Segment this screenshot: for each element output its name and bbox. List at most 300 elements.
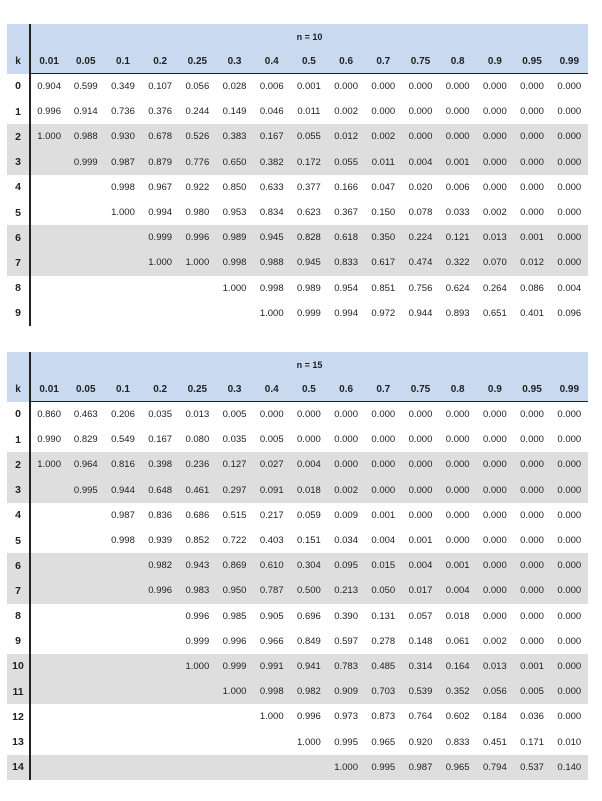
probability-cell	[30, 528, 67, 553]
probability-cell: 0.999	[142, 225, 179, 250]
title-corner-cell	[7, 24, 30, 49]
table-row	[7, 503, 588, 528]
probability-cell: 0.000	[439, 124, 476, 149]
probability-cell: 0.944	[408, 307, 433, 319]
p-column-header: 0.7	[365, 49, 402, 74]
k-value-cell: 1	[7, 99, 30, 124]
probability-cell: 0.617	[365, 250, 402, 275]
probability-cell: 0.939	[148, 535, 173, 547]
probability-cell: 0.967	[148, 181, 173, 193]
probability-cell: 0.953	[222, 207, 247, 219]
probability-cell: 0.000	[259, 409, 284, 421]
probability-cell: 0.004	[402, 553, 439, 578]
probability-cell: 0.000	[557, 610, 582, 622]
probability-cell: 0.322	[439, 250, 476, 275]
probability-cell: 0.000	[445, 535, 470, 547]
probability-cell	[142, 301, 179, 326]
probability-cell: 0.035	[222, 434, 247, 446]
probability-cell: 0.722	[222, 535, 247, 547]
probability-cell: 0.995	[67, 478, 104, 503]
k-value-cell: 8	[7, 604, 30, 629]
probability-cell	[30, 276, 67, 301]
k-value-cell: 12	[7, 704, 30, 729]
probability-cell	[67, 528, 104, 553]
probability-cell: 0.999	[67, 150, 104, 175]
probability-cell: 0.000	[402, 452, 439, 477]
probability-cell: 0.004	[557, 282, 582, 294]
probability-cell: 0.131	[371, 610, 396, 622]
probability-cell: 0.057	[408, 610, 433, 622]
p-column-header: 0.2	[142, 377, 179, 402]
probability-cell	[253, 729, 290, 754]
table-row	[7, 654, 588, 679]
probability-cell: 0.236	[179, 452, 216, 477]
probability-cell: 1.000	[259, 307, 284, 319]
probability-cell: 0.000	[365, 478, 402, 503]
probability-cell	[30, 503, 67, 528]
probability-cell: 0.000	[513, 478, 550, 503]
probability-cell: 0.149	[222, 106, 247, 118]
p-column-header: 0.8	[439, 377, 476, 402]
probability-cell: 0.278	[371, 635, 396, 647]
probability-cell: 0.398	[142, 452, 179, 477]
probability-cell: 0.987	[402, 755, 439, 780]
probability-cell: 0.000	[408, 81, 433, 93]
probability-cell: 0.050	[365, 578, 402, 603]
probability-cell: 0.148	[408, 635, 433, 647]
probability-cell: 0.000	[551, 478, 588, 503]
probability-cell	[30, 553, 67, 578]
probability-cell: 0.764	[408, 711, 433, 723]
probability-cell: 0.549	[111, 434, 135, 446]
table-body	[7, 74, 588, 326]
probability-cell	[216, 729, 253, 754]
probability-cell: 0.000	[334, 434, 358, 446]
table-row	[7, 578, 588, 603]
k-value-cell: 0	[7, 74, 30, 100]
probability-cell	[179, 679, 216, 704]
probability-cell: 0.980	[185, 207, 210, 219]
probability-cell: 0.987	[111, 509, 135, 521]
probability-cell	[67, 225, 104, 250]
probability-cell	[142, 704, 179, 729]
probability-cell	[30, 250, 67, 275]
probability-cell	[104, 704, 141, 729]
probability-cell: 0.000	[445, 434, 470, 446]
probability-cell: 0.539	[402, 679, 439, 704]
probability-cell: 0.304	[290, 553, 327, 578]
probability-cell: 0.985	[222, 610, 247, 622]
probability-cell: 0.121	[439, 225, 476, 250]
probability-cell: 0.167	[253, 124, 290, 149]
probability-cell: 0.297	[216, 478, 253, 503]
probability-cell: 0.000	[557, 635, 582, 647]
probability-cell: 0.996	[142, 578, 179, 603]
probability-cell: 1.000	[30, 124, 67, 149]
probability-cell: 0.377	[297, 181, 321, 193]
probability-cell: 0.002	[365, 124, 402, 149]
probability-cell: 0.849	[297, 635, 321, 647]
probability-cell	[142, 276, 179, 301]
probability-cell: 0.000	[328, 452, 365, 477]
probability-cell: 0.816	[104, 452, 141, 477]
p-column-header: 0.99	[551, 49, 588, 74]
probability-cell: 0.996	[185, 610, 210, 622]
probability-cell: 0.000	[520, 181, 544, 193]
probability-cell: 0.989	[297, 282, 321, 294]
probability-cell: 0.998	[216, 250, 253, 275]
probability-cell: 0.945	[290, 250, 327, 275]
probability-cell: 0.998	[111, 535, 135, 547]
table-row	[7, 276, 588, 301]
probability-cell: 0.150	[371, 207, 396, 219]
header-row	[7, 49, 588, 74]
probability-cell	[67, 250, 104, 275]
probability-cell	[67, 755, 104, 780]
table-row	[7, 250, 588, 275]
table-row	[7, 402, 588, 428]
probability-cell: 0.599	[73, 81, 98, 93]
table-row	[7, 704, 588, 729]
probability-cell: 0.010	[557, 736, 582, 748]
k-value-cell: 3	[7, 150, 30, 175]
probability-cell: 0.001	[513, 654, 550, 679]
k-value-cell: 9	[7, 301, 30, 326]
probability-cell: 0.224	[402, 225, 439, 250]
probability-cell: 0.515	[222, 509, 247, 521]
probability-cell: 0.001	[513, 225, 550, 250]
probability-cell	[67, 654, 104, 679]
probability-cell: 0.624	[445, 282, 470, 294]
probability-cell: 0.367	[334, 207, 358, 219]
p-column-header: 0.25	[179, 49, 216, 74]
probability-cell: 0.206	[111, 409, 135, 421]
probability-cell: 0.000	[513, 452, 550, 477]
probability-cell	[104, 301, 141, 326]
p-column-header: 0.05	[67, 377, 104, 402]
table-row	[7, 74, 588, 100]
probability-cell: 0.651	[482, 307, 507, 319]
probability-cell: 0.000	[551, 679, 588, 704]
probability-cell: 0.001	[439, 150, 476, 175]
probability-cell: 0.000	[513, 553, 550, 578]
probability-cell: 0.000	[334, 409, 358, 421]
probability-cell: 0.004	[290, 452, 327, 477]
probability-cell: 0.002	[482, 207, 507, 219]
probability-cell	[30, 150, 67, 175]
p-column-header: 0.8	[439, 49, 476, 74]
probability-cell: 0.000	[551, 225, 588, 250]
probability-cell	[104, 654, 141, 679]
probability-cell: 0.005	[513, 679, 550, 704]
p-column-header: 0.01	[30, 49, 67, 74]
p-column-header: 0.75	[402, 49, 439, 74]
probability-cell: 1.000	[222, 282, 247, 294]
probability-cell: 0.000	[445, 81, 470, 93]
probability-cell: 0.998	[111, 181, 135, 193]
probability-cell: 0.686	[185, 509, 210, 521]
probability-cell: 0.000	[520, 106, 544, 118]
probability-cell: 0.127	[216, 452, 253, 477]
probability-cell: 0.013	[185, 409, 210, 421]
probability-cell	[30, 578, 67, 603]
probability-cell	[30, 478, 67, 503]
probability-cell	[179, 301, 216, 326]
probability-cell: 0.920	[408, 736, 433, 748]
table-row	[7, 427, 588, 452]
table-row	[7, 629, 588, 654]
probability-cell	[30, 604, 67, 629]
probability-cell: 0.000	[520, 409, 544, 421]
probability-cell: 0.994	[148, 207, 173, 219]
probability-cell: 0.000	[557, 207, 582, 219]
p-column-header: 0.7	[365, 377, 402, 402]
probability-cell: 0.922	[185, 181, 210, 193]
probability-cell: 0.999	[216, 654, 253, 679]
probability-cell: 0.000	[520, 81, 544, 93]
probability-cell: 0.166	[334, 181, 358, 193]
binomial-table-n10	[7, 24, 588, 326]
probability-cell: 0.995	[334, 736, 358, 748]
probability-cell	[104, 679, 141, 704]
probability-cell: 0.001	[297, 81, 321, 93]
probability-cell: 0.991	[253, 654, 290, 679]
probability-cell	[67, 503, 104, 528]
probability-cell	[30, 679, 67, 704]
probability-cell: 0.000	[551, 150, 588, 175]
probability-cell: 0.000	[557, 434, 582, 446]
probability-cell: 0.018	[445, 610, 470, 622]
probability-cell: 0.000	[557, 509, 582, 521]
probability-cell: 0.648	[142, 478, 179, 503]
probability-cell: 0.904	[37, 81, 61, 93]
table-row	[7, 755, 588, 780]
probability-cell: 0.383	[216, 124, 253, 149]
probability-cell	[67, 175, 104, 200]
probability-cell: 0.463	[73, 409, 98, 421]
binomial-table-n15	[7, 352, 588, 780]
probability-cell: 0.005	[222, 409, 247, 421]
probability-cell	[253, 755, 290, 780]
probability-cell	[30, 755, 67, 780]
table-row	[7, 478, 588, 503]
probability-cell: 0.999	[297, 307, 321, 319]
probability-cell: 0.047	[371, 181, 396, 193]
probability-cell: 0.000	[297, 409, 321, 421]
probability-cell: 0.000	[408, 106, 433, 118]
p-column-header: 0.25	[179, 377, 216, 402]
probability-cell	[67, 629, 104, 654]
probability-cell: 0.828	[290, 225, 327, 250]
probability-cell: 0.000	[371, 434, 396, 446]
probability-cell: 0.943	[179, 553, 216, 578]
probability-cell: 0.696	[297, 610, 321, 622]
probability-cell: 0.000	[551, 250, 588, 275]
probability-cell	[30, 225, 67, 250]
probability-cell: 0.000	[482, 535, 507, 547]
probability-cell	[104, 276, 141, 301]
probability-cell: 0.850	[222, 181, 247, 193]
probability-cell: 0.965	[439, 755, 476, 780]
probability-cell: 0.000	[371, 409, 396, 421]
probability-cell: 0.350	[365, 225, 402, 250]
probability-cell: 0.451	[482, 736, 507, 748]
title-row	[7, 352, 588, 377]
probability-cell: 0.009	[334, 509, 358, 521]
probability-cell	[104, 578, 141, 603]
k-value-cell: 14	[7, 755, 30, 780]
probability-cell	[67, 301, 104, 326]
probability-cell	[30, 301, 67, 326]
probability-cell: 0.096	[557, 307, 582, 319]
probability-cell: 0.989	[216, 225, 253, 250]
probability-cell: 0.998	[259, 282, 284, 294]
probability-cell: 0.965	[371, 736, 396, 748]
probability-cell: 0.164	[439, 654, 476, 679]
probability-cell: 0.972	[371, 307, 396, 319]
probability-cell: 0.352	[439, 679, 476, 704]
p-column-header: 0.3	[216, 49, 253, 74]
probability-cell: 0.000	[408, 409, 433, 421]
probability-cell	[142, 755, 179, 780]
probability-cell: 0.000	[402, 478, 439, 503]
probability-cell: 1.000	[179, 654, 216, 679]
probability-cell: 0.006	[445, 181, 470, 193]
header-row	[7, 377, 588, 402]
probability-cell: 0.020	[408, 181, 433, 193]
probability-cell: 0.001	[439, 553, 476, 578]
probability-cell	[30, 704, 67, 729]
k-column-header: k	[7, 377, 30, 402]
probability-cell: 0.401	[520, 307, 544, 319]
probability-cell: 0.011	[365, 150, 402, 175]
probability-cell	[104, 225, 141, 250]
probability-cell: 0.000	[334, 81, 358, 93]
probability-cell	[30, 654, 67, 679]
probability-cell: 0.756	[408, 282, 433, 294]
probability-cell: 0.059	[297, 509, 321, 521]
table-n10-grid	[7, 24, 588, 326]
probability-cell: 0.000	[371, 106, 396, 118]
probability-cell: 0.485	[365, 654, 402, 679]
probability-cell: 0.005	[259, 434, 284, 446]
probability-cell: 0.171	[520, 736, 544, 748]
k-value-cell: 11	[7, 679, 30, 704]
probability-cell	[216, 704, 253, 729]
p-column-header: 0.99	[551, 377, 588, 402]
probability-cell: 0.000	[513, 578, 550, 603]
probability-cell: 0.264	[482, 282, 507, 294]
probability-cell: 0.001	[371, 509, 396, 521]
probability-cell: 0.988	[253, 250, 290, 275]
probability-cell: 0.000	[551, 553, 588, 578]
table-row	[7, 528, 588, 553]
probability-cell: 0.500	[290, 578, 327, 603]
probability-cell: 0.966	[259, 635, 284, 647]
probability-cell	[104, 755, 141, 780]
probability-cell: 0.000	[513, 124, 550, 149]
k-value-cell: 4	[7, 503, 30, 528]
probability-cell: 0.012	[513, 250, 550, 275]
p-column-header: 0.1	[104, 377, 141, 402]
probability-cell: 0.994	[334, 307, 358, 319]
probability-cell: 0.000	[476, 124, 513, 149]
probability-cell: 1.000	[297, 736, 321, 748]
k-value-cell: 5	[7, 528, 30, 553]
probability-cell: 0.140	[551, 755, 588, 780]
table-body	[7, 402, 588, 780]
probability-cell: 0.046	[259, 106, 284, 118]
p-column-header: 0.3	[216, 377, 253, 402]
probability-cell: 0.213	[328, 578, 365, 603]
probability-cell: 0.703	[365, 679, 402, 704]
probability-cell	[30, 629, 67, 654]
probability-cell: 0.382	[253, 150, 290, 175]
probability-cell: 0.151	[297, 535, 321, 547]
probability-cell: 0.061	[445, 635, 470, 647]
probability-cell: 0.905	[259, 610, 284, 622]
table-title: n = 15	[30, 352, 588, 377]
probability-cell: 0.000	[408, 509, 433, 521]
probability-cell: 0.000	[476, 452, 513, 477]
table-row	[7, 225, 588, 250]
k-value-cell: 6	[7, 225, 30, 250]
k-column-header: k	[7, 49, 30, 74]
probability-cell: 0.618	[328, 225, 365, 250]
probability-cell: 0.783	[328, 654, 365, 679]
probability-cell: 0.006	[259, 81, 284, 93]
probability-cell	[30, 200, 67, 225]
probability-cell: 0.349	[111, 81, 135, 93]
probability-cell: 0.403	[259, 535, 284, 547]
probability-cell: 0.000	[297, 434, 321, 446]
probability-cell: 0.000	[557, 711, 582, 723]
probability-cell: 0.987	[104, 150, 141, 175]
probability-cell	[67, 604, 104, 629]
k-value-cell: 6	[7, 553, 30, 578]
p-column-header: 0.6	[328, 377, 365, 402]
probability-cell	[179, 729, 216, 754]
probability-cell: 0.964	[67, 452, 104, 477]
k-value-cell: 13	[7, 729, 30, 754]
probability-cell	[30, 729, 67, 754]
probability-cell: 0.990	[37, 434, 61, 446]
probability-cell: 0.000	[520, 207, 544, 219]
probability-cell: 0.013	[476, 654, 513, 679]
probability-cell: 0.000	[520, 509, 544, 521]
probability-cell: 0.000	[551, 578, 588, 603]
probability-cell	[67, 553, 104, 578]
probability-cell: 1.000	[328, 755, 365, 780]
probability-cell: 0.033	[445, 207, 470, 219]
probability-cell: 0.056	[185, 81, 210, 93]
probability-cell: 0.015	[365, 553, 402, 578]
probability-cell: 0.390	[334, 610, 358, 622]
probability-cell: 0.633	[259, 181, 284, 193]
k-value-cell: 2	[7, 124, 30, 149]
probability-cell: 0.011	[297, 106, 321, 118]
probability-cell: 0.000	[482, 181, 507, 193]
p-column-header: 0.95	[513, 49, 550, 74]
probability-cell: 1.000	[179, 250, 216, 275]
probability-cell	[179, 755, 216, 780]
p-column-header: 0.5	[290, 377, 327, 402]
title-row	[7, 24, 588, 49]
p-column-header: 0.6	[328, 49, 365, 74]
probability-cell: 0.314	[402, 654, 439, 679]
table-title: n = 10	[30, 24, 588, 49]
table-row	[7, 553, 588, 578]
